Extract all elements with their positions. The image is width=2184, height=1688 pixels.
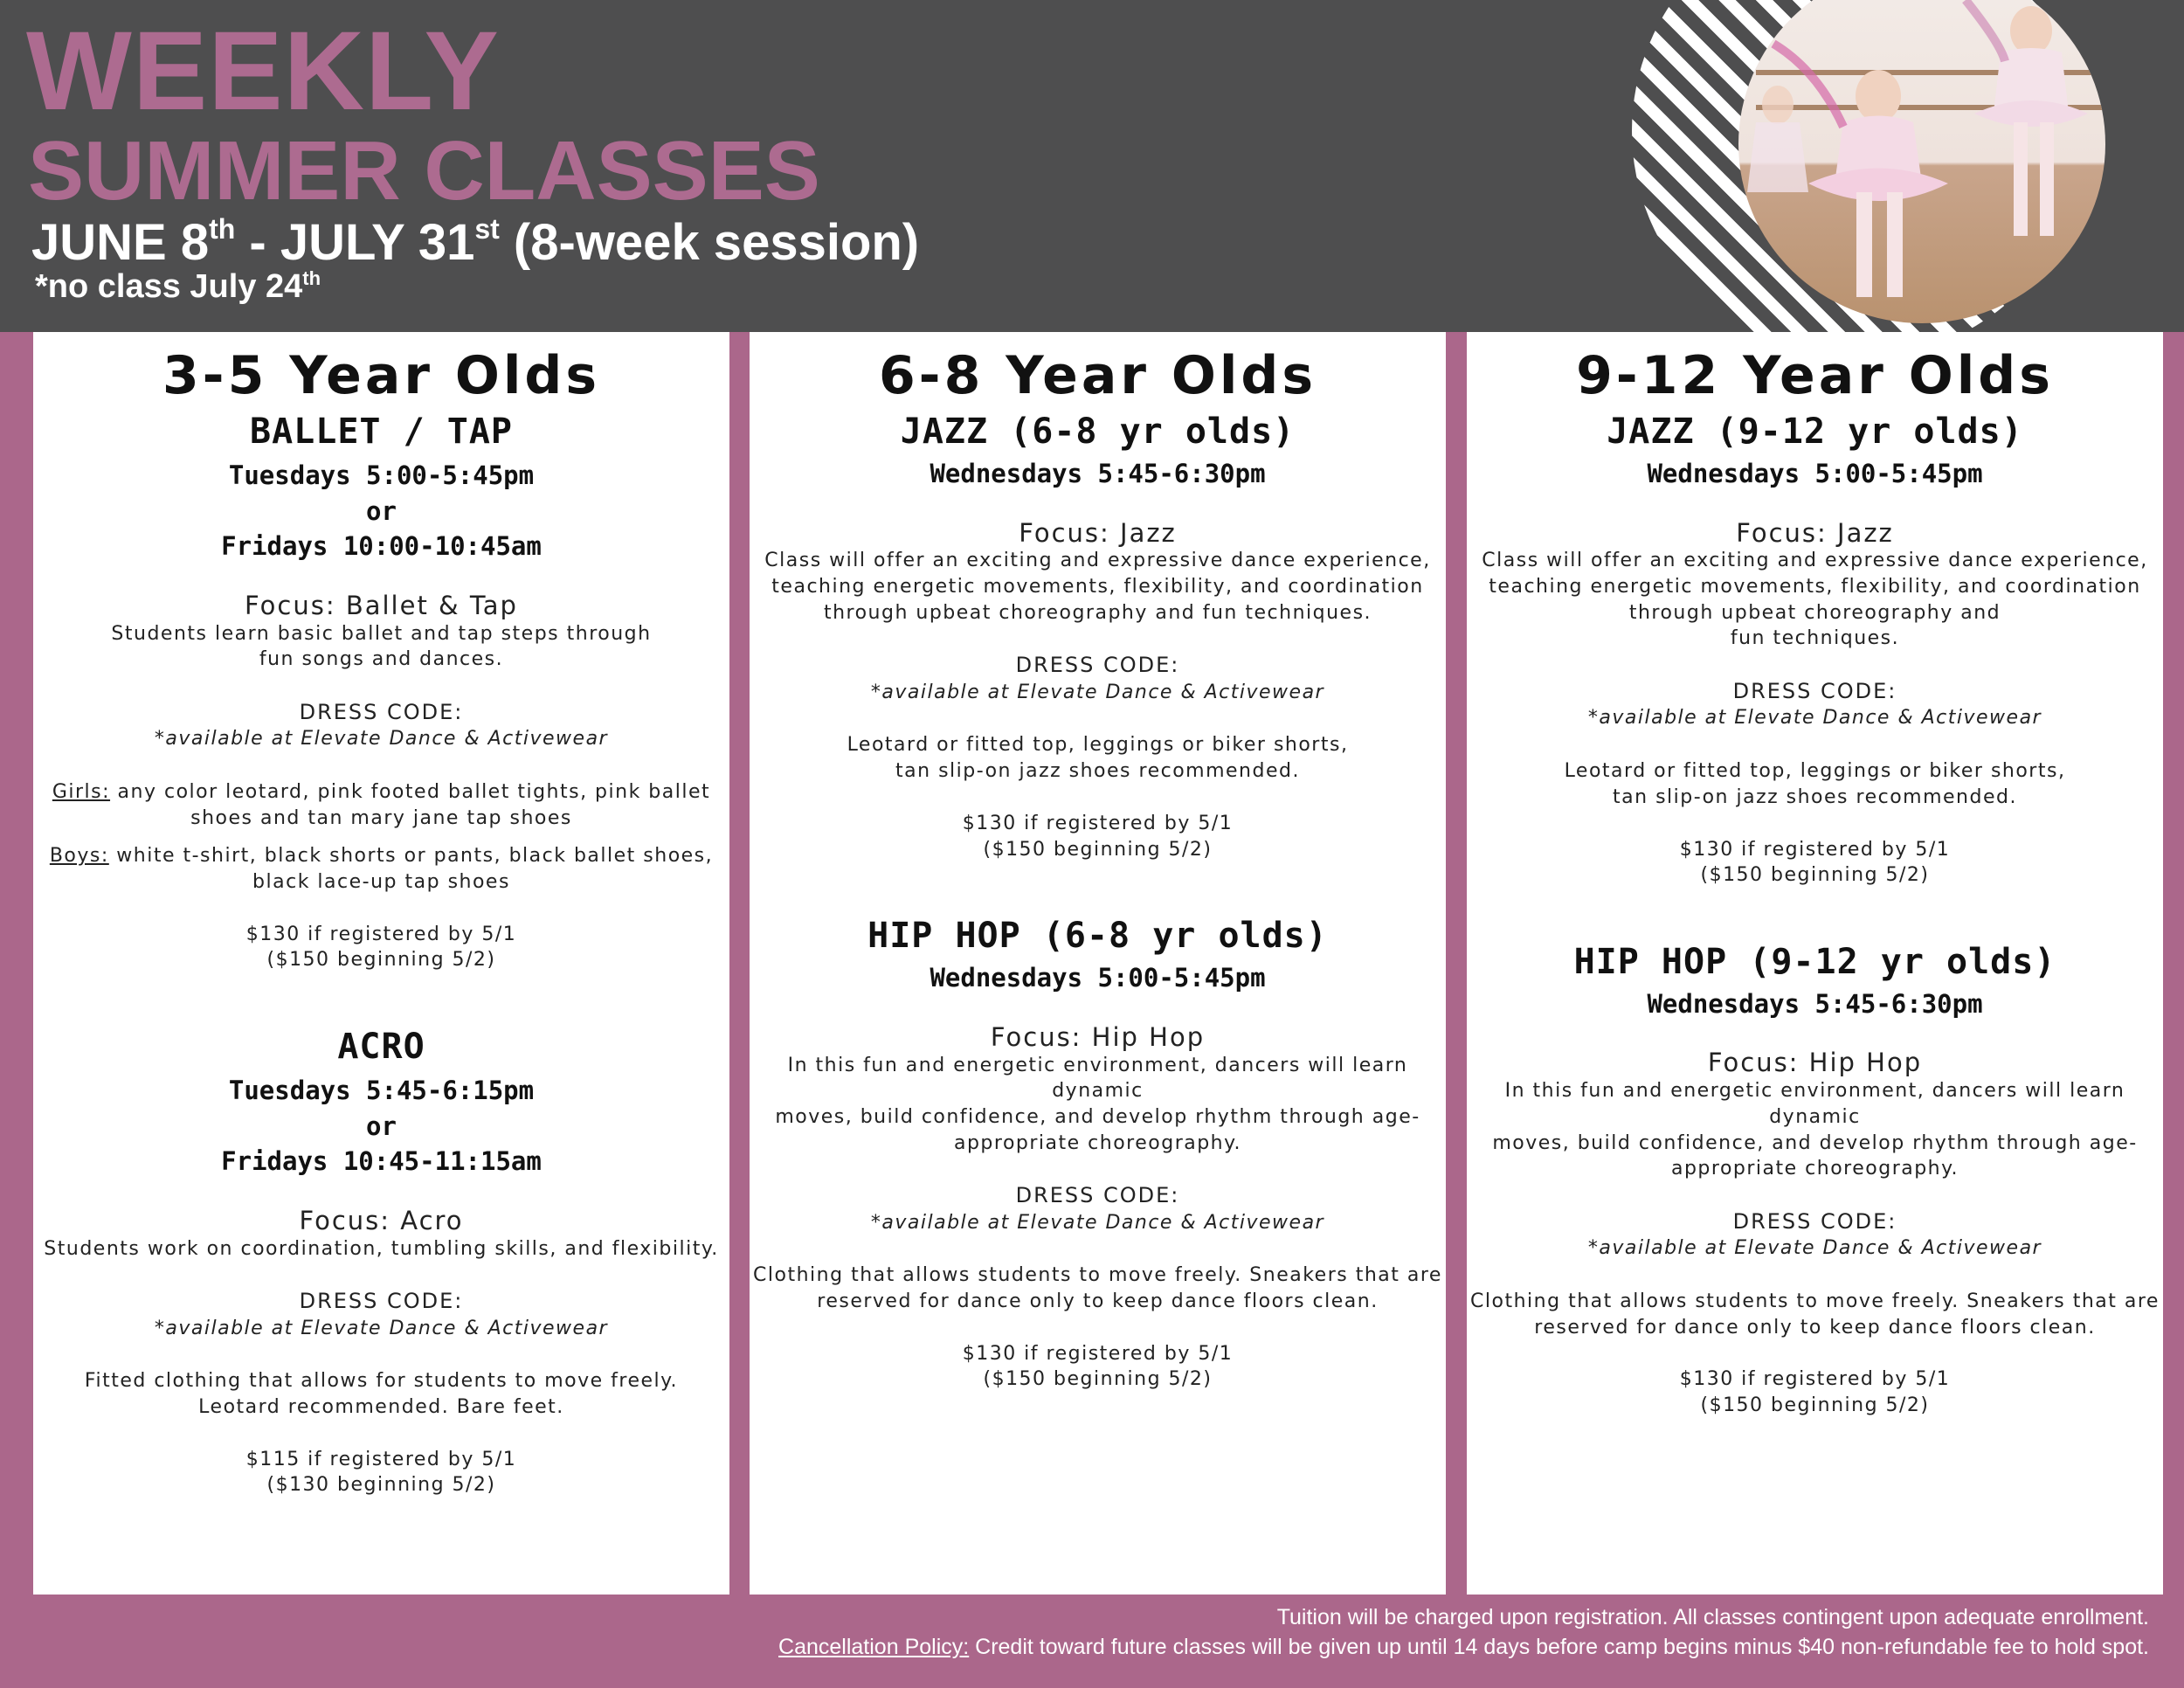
attire-line: tan slip-on jazz shoes recommended.	[1613, 785, 2017, 808]
age-heading: 9-12 Year Olds	[1576, 345, 2054, 406]
class-name-hip-hop: HIP HOP (6-8 yr olds)	[867, 916, 1328, 957]
attire-line: reserved for dance only to keep dance floors clean.	[817, 1290, 1379, 1312]
footer-notes	[778, 1603, 2149, 1663]
tuition-note: Tuition will be charged upon registration. All classes contingent upon adequate enrollment.	[1276, 1605, 2149, 1629]
class-time: Wednesdays 5:00-5:45pm	[930, 963, 1266, 993]
class-name-acro: ACRO	[337, 1027, 425, 1068]
price-late: ($130 beginning 5/2)	[266, 1474, 496, 1497]
price-late: ($150 beginning 5/2)	[266, 949, 496, 972]
description-line: Students work on coordination, tumbling skills, and flexibility.	[44, 1237, 719, 1260]
header-banner	[0, 0, 2184, 332]
attire-line: Clothing that allows students to move freely. Sneakers that are	[753, 1264, 1442, 1287]
availability-note: *available at Elevate Dance & Activewear	[1587, 1237, 2042, 1260]
description-line: moves, build confidence, and develop rhythm through age-	[1492, 1131, 2138, 1154]
attire-line: Leotard or fitted top, leggings or biker shorts,	[1564, 760, 2066, 783]
description-line: fun techniques.	[1730, 627, 1900, 650]
class-time-or: or	[366, 495, 397, 526]
focus-label: Focus: Acro	[299, 1205, 464, 1235]
price-early: $130 if registered by 5/1	[1679, 838, 1951, 861]
session-dates: JUNE 8th - JULY 31st (8-week session)	[31, 213, 920, 271]
cancellation-policy	[778, 1633, 2149, 1663]
girls-attire-cont: shoes and tan mary jane tap shoes	[190, 806, 572, 829]
focus-label: Focus: Jazz	[1019, 517, 1177, 548]
description-line: Class will offer an exciting and expressive dance experience,	[764, 550, 1431, 572]
availability-note: *available at Elevate Dance & Activewear	[1587, 707, 2042, 730]
dress-code-label: DRESS CODE:	[1015, 1183, 1180, 1208]
dancers-illustration	[1738, 0, 2105, 323]
boys-attire: Boys: white t-shirt, black shorts or pants, black ballet shoes,	[49, 845, 714, 868]
description-line: through upbeat choreography and	[1628, 601, 2001, 624]
class-time: Wednesdays 5:45-6:30pm	[930, 459, 1266, 488]
availability-note: *available at Elevate Dance & Activewear	[154, 728, 609, 751]
age-heading: 6-8 Year Olds	[878, 345, 1317, 406]
class-name-jazz: JAZZ (9-12 yr olds)	[1607, 412, 2023, 452]
attire-line: reserved for dance only to keep dance floors clean.	[1534, 1316, 2096, 1339]
description-line: Students learn basic ballet and tap steps through	[111, 622, 652, 645]
price-early: $130 if registered by 5/1	[962, 812, 1234, 834]
dress-code-label: DRESS CODE:	[1015, 653, 1180, 678]
column-9-12-year-olds	[1467, 332, 2163, 1595]
age-heading: 3-5 Year Olds	[162, 345, 601, 406]
description-line: appropriate choreography.	[1670, 1158, 1959, 1180]
column-3-5-year-olds	[33, 332, 729, 1595]
description-line: In this fun and energetic environment, dancers will learn dynamic	[787, 1054, 1408, 1103]
class-name-jazz: JAZZ (6-8 yr olds)	[900, 412, 1296, 452]
availability-note: *available at Elevate Dance & Activewear	[870, 681, 1325, 703]
class-name-hip-hop: HIP HOP (9-12 yr olds)	[1573, 941, 2056, 982]
dress-code-label: DRESS CODE:	[299, 699, 464, 724]
price-late: ($150 beginning 5/2)	[1700, 1394, 1930, 1417]
price-late: ($150 beginning 5/2)	[1700, 864, 1930, 887]
attire-line: Leotard recommended. Bare feet.	[198, 1396, 564, 1418]
girls-attire: Girls: any color leotard, pink footed ballet tights, pink ballet	[52, 780, 711, 803]
class-time: Tuesdays 5:45-6:15pm	[228, 1076, 535, 1106]
focus-label: Focus: Hip Hop	[990, 1021, 1206, 1052]
description-line: In this fun and energetic environment, dancers will learn dynamic	[1504, 1080, 2125, 1128]
price-early: $130 if registered by 5/1	[245, 923, 517, 945]
no-class-note: *no class July 24th	[35, 267, 321, 305]
focus-label: Focus: Jazz	[1736, 517, 1894, 548]
availability-note: *available at Elevate Dance & Activewear	[870, 1211, 1325, 1234]
description-line: teaching energetic movements, flexibility, and coordination	[1489, 576, 2141, 598]
attire-line: Leotard or fitted top, leggings or biker shorts,	[847, 734, 1349, 757]
class-time: Wednesdays 5:45-6:30pm	[1647, 988, 1983, 1019]
price-early: $130 if registered by 5/1	[962, 1342, 1234, 1365]
column-6-8-year-olds	[750, 332, 1446, 1595]
title-weekly: WEEKLY	[26, 9, 500, 134]
availability-note: *available at Elevate Dance & Activewear	[154, 1317, 609, 1339]
focus-label: Focus: Hip Hop	[1707, 1048, 1923, 1078]
description-line: teaching energetic movements, flexibility, and coordination	[771, 576, 1424, 598]
boys-attire-cont: black lace-up tap shoes	[252, 871, 510, 893]
description-line: through upbeat choreography and fun techniques.	[823, 601, 1372, 624]
class-time-or: or	[366, 1110, 397, 1141]
description-line: fun songs and dances.	[259, 648, 504, 671]
class-name-ballet-tap: BALLET / TAP	[250, 412, 513, 452]
class-time: Fridays 10:45-11:15am	[221, 1146, 542, 1177]
class-time: Fridays 10:00-10:45am	[221, 531, 542, 562]
dress-code-label: DRESS CODE:	[1732, 1209, 1897, 1235]
price-early: $130 if registered by 5/1	[1679, 1368, 1951, 1391]
price-late: ($150 beginning 5/2)	[983, 838, 1213, 861]
cancellation-policy-text: Credit toward future classes will be given up until 14 days before camp begins minus $40 non-refundable fee to hold spot.	[969, 1634, 2149, 1659]
cancellation-policy-label: Cancellation Policy:	[778, 1634, 970, 1659]
description-line: moves, build confidence, and develop rhythm through age-	[775, 1105, 1420, 1128]
description-line: appropriate choreography.	[953, 1131, 1242, 1154]
attire-line: Clothing that allows students to move freely. Sneakers that are	[1470, 1290, 2160, 1312]
attire-line: Fitted clothing that allows for students to move freely.	[84, 1370, 679, 1393]
dancers-photo	[1738, 0, 2105, 323]
title-summer-classes: SUMMER CLASSES	[28, 124, 820, 218]
dress-code-label: DRESS CODE:	[299, 1289, 464, 1314]
attire-line: tan slip-on jazz shoes recommended.	[895, 760, 1300, 783]
description-line: Class will offer an exciting and expressive dance experience,	[1482, 550, 2148, 572]
class-time: Tuesdays 5:00-5:45pm	[228, 460, 535, 490]
class-time: Wednesdays 5:00-5:45pm	[1647, 459, 1983, 488]
price-early: $115 if registered by 5/1	[245, 1448, 517, 1470]
price-late: ($150 beginning 5/2)	[983, 1368, 1213, 1391]
dress-code-label: DRESS CODE:	[1732, 679, 1897, 704]
focus-label: Focus: Ballet & Tap	[245, 590, 518, 620]
